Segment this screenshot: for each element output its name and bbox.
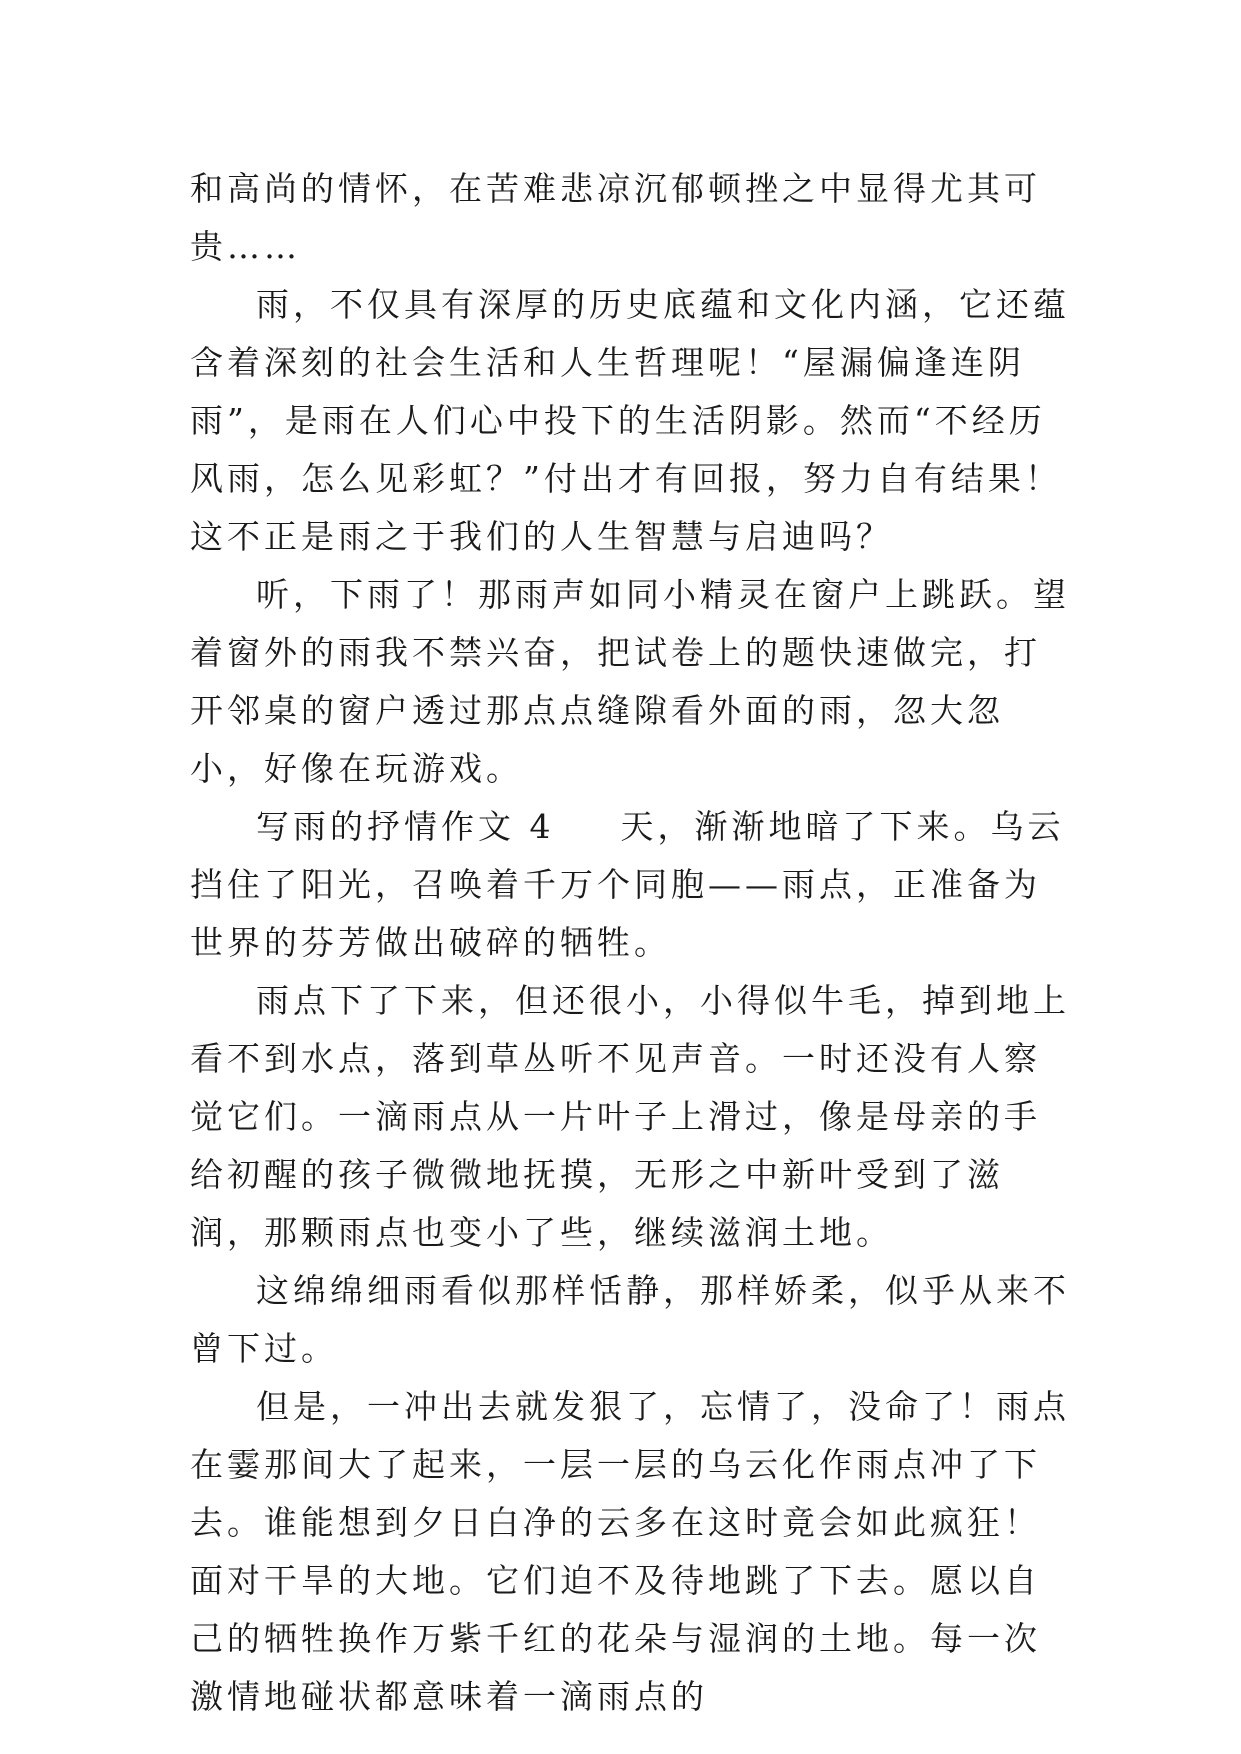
document-body bbox=[190, 160, 1070, 1726]
paragraph-2: 雨，不仅具有深厚的历史底蕴和文化内涵，它还蕴含着深刻的社会生活和人生哲理呢！“屋漏偏逢连阴雨”，是雨在人们心中投下的生活阴影。然而“不经历风雨，怎么见彩虹？”付出才有回报，努力自有结果！这不正是雨之于我们的人生智慧与启迪吗？ bbox=[190, 285, 1070, 556]
paragraph-4 bbox=[190, 798, 1070, 972]
paragraph-7: 但是，一冲出去就发狠了，忘情了，没命了！雨点在霎那间大了起来，一层一层的乌云化作雨点冲了下去。谁能想到夕日白净的云多在这时竟会如此疯狂！面对干旱的大地。它们迫不及待地跳了下去。愿以自己的牺牲换作万紫千红的花朵与湿润的土地。每一次激情地碰状都意味着一滴雨点的 bbox=[190, 1387, 1070, 1716]
paragraph-3: 听，下雨了！那雨声如同小精灵在窗户上跳跃。望着窗外的雨我不禁兴奋，把试卷上的题快速做完，打开邻桌的窗户透过那点点缝隙看外面的雨，忽大忽小，好像在玩游戏。 bbox=[190, 575, 1070, 788]
section-heading: 写雨的抒情作文 4 bbox=[256, 807, 555, 846]
paragraph-4-text: 天，渐渐地暗了下来。乌云挡住了阳光，召唤着千万个同胞——雨点，正准备为世界的芬芳做出破碎的牺牲。 bbox=[190, 807, 1065, 962]
paragraph-1: 和高尚的情怀，在苦难悲凉沉郁顿挫之中显得尤其可贵…… bbox=[190, 169, 1041, 266]
paragraph-6: 这绵绵细雨看似那样恬静，那样娇柔，似乎从来不曾下过。 bbox=[190, 1271, 1070, 1368]
paragraph-5: 雨点下了下来，但还很小，小得似牛毛，掉到地上看不到水点，落到草丛听不见声音。一时还没有人察觉它们。一滴雨点从一片叶子上滑过，像是母亲的手给初醒的孩子微微地抚摸，无形之中新叶受到了滋润，那颗雨点也变小了些，继续滋润土地。 bbox=[190, 981, 1070, 1252]
